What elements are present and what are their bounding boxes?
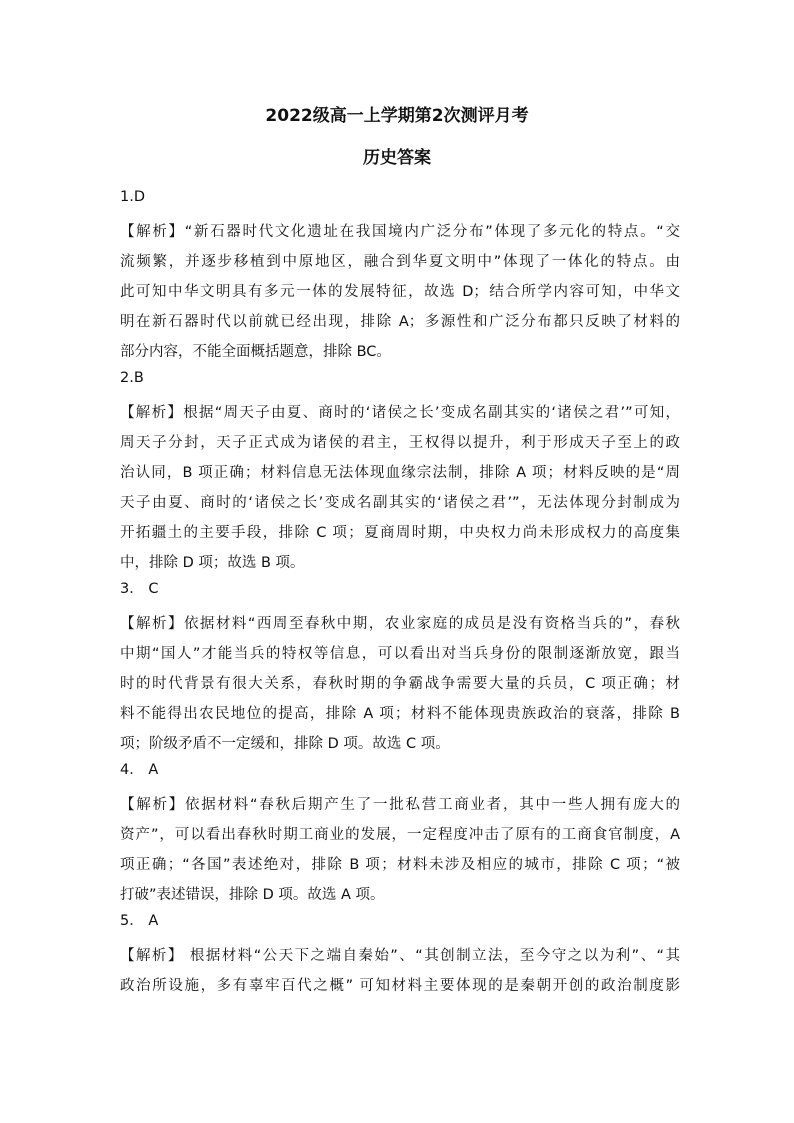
explanation-line: 【解析】依据材料“春秋后期产生了一批私营工商业者，其中一些人拥有庞大的 (120, 797, 680, 813)
explanation-line: 政治所设施，多有辜牢百代之概” 可知材料主要体现的是秦朝开创的政治制度影 (120, 978, 680, 994)
explanation-line: 【解析】依据材料“西周至春秋中期，农业家庭的成员是没有资格当兵的”，春秋 (120, 616, 680, 632)
explanation-line: 开拓疆土的主要手段，排除 C 项；夏商周时期，中央权力尚未形成权力的高度集 (120, 525, 680, 541)
answer-item (120, 759, 680, 910)
explanation-line: 部分内容，不能全面概括题意，排除 BC。 (120, 344, 391, 360)
document-title: 2022级高一上学期第2次测评月考 (265, 106, 529, 126)
explanation-line: 此可知中华文明具有多元一体的发展特征，故选 D；结合所学内容可知，中华文 (120, 284, 680, 300)
answer-item (120, 186, 680, 367)
answer-number: 3． C (120, 581, 159, 597)
explanation-line: 流频繁，并逐步移植到中原地区，融合到华夏文明中”体现了一体化的特点。由 (120, 254, 680, 270)
answer-explanation (120, 941, 680, 1001)
document-subtitle: 历史答案 (363, 148, 431, 168)
explanation-line: 明在新石器时代以前就已经出现，排除 A；多源性和广泛分布都只反映了材料的 (120, 314, 680, 330)
answer-number: 4． A (120, 762, 159, 778)
explanation-line: 【解析】“新石器时代文化遗址在我国境内广泛分布”体现了多元化的特点。“交 (120, 224, 680, 240)
answer-item (120, 367, 680, 578)
answer-number: 2.B (120, 370, 144, 386)
answer-item (120, 910, 680, 1001)
explanation-line: 中，排除 D 项；故选 B 项。 (120, 555, 305, 571)
explanation-line: 资产”，可以看出春秋时期工商业的发展，一定程度冲击了原有的工商食官制度，A (120, 827, 680, 843)
answer-list (120, 186, 680, 1001)
answer-explanation (120, 609, 680, 759)
answer-explanation (120, 790, 680, 910)
explanation-line: 周天子分封，天子正式成为诸侯的君主，王权得以提升，利于形成天子至上的政 (120, 435, 680, 451)
explanation-line: 项正确；“各国”表述绝对，排除 B 项；材料未涉及相应的城市，排除 C 项；“被 (120, 857, 680, 873)
explanation-line: 治认同，B 项正确；材料信息无法体现血缘宗法制，排除 A 项；材料反映的是“周 (120, 465, 680, 481)
explanation-line: 天子由夏、商时的‘诸侯之长’变成名副其实的‘诸侯之君’”，无法体现分封制成为 (120, 495, 680, 511)
answer-explanation (120, 217, 680, 367)
answer-number: 5． A (120, 913, 159, 929)
explanation-line: 【解析】根据“周天子由夏、商时的‘诸侯之长’变成名副其实的‘诸侯之君’”可知， (120, 405, 680, 421)
answer-item (120, 578, 680, 759)
explanation-line: 【解析】 根据材料“公天下之端自秦始”、“其创制立法，至今守之以为利”、“其 (120, 948, 680, 964)
explanation-line: 料不能得出农民地位的提高，排除 A 项；材料不能体现贵族政治的衰落，排除 B (120, 706, 680, 722)
answer-explanation (120, 398, 680, 578)
answer-number: 1.D (120, 189, 145, 205)
explanation-line: 时的时代背景有很大关系，春秋时期的争霸战争需要大量的兵员，C 项正确；材 (120, 676, 680, 692)
explanation-line: 项；阶级矛盾不一定缓和，排除 D 项。故选 C 项。 (120, 736, 450, 752)
explanation-line: 中期“国人”才能当兵的特权等信息，可以看出对当兵身份的限制逐渐放宽，跟当 (120, 646, 680, 662)
explanation-line: 打破”表述错误，排除 D 项。故选 A 项。 (120, 887, 385, 903)
